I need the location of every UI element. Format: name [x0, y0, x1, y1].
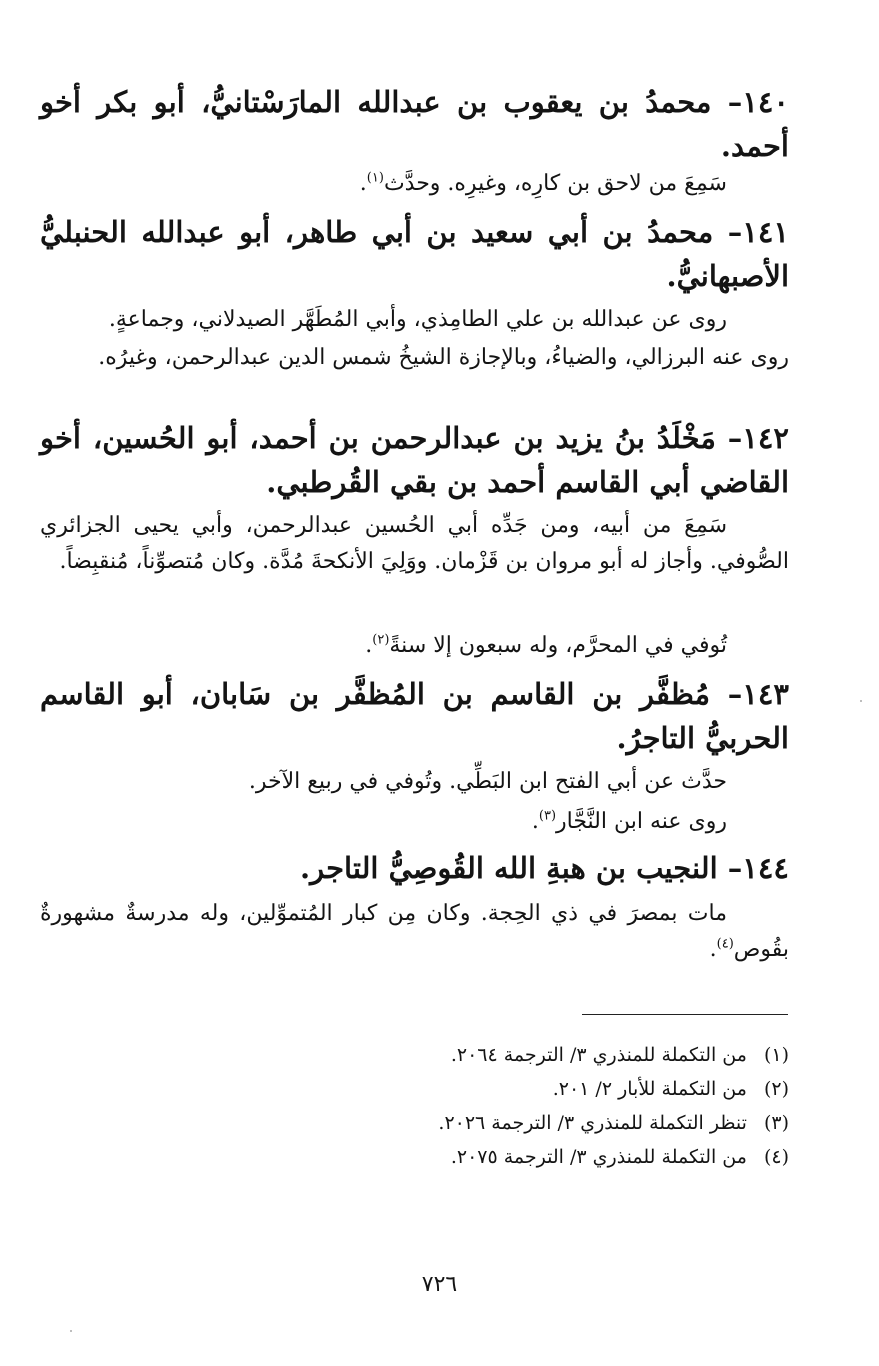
footnote-mark-3: (٣)	[538, 808, 557, 824]
sentence-end: .	[709, 937, 717, 962]
sentence-end: .	[359, 171, 367, 196]
entry-140-text	[40, 166, 789, 202]
text-line: مات بمصرَ في ذي الحِجة. وكان مِن كبار المُتموِّلين، وله مدرسةٌ مشهورةٌ بقُوص	[40, 901, 789, 962]
page-number: ٧٢٦	[421, 1272, 458, 1297]
entry-141-text-1: روى عن عبدالله بن علي الطامِذي، وأبي المُطَهَّر الصيدلاني، وجماعةٍ.	[108, 307, 727, 332]
footnote-number: (٤)	[763, 1146, 789, 1168]
scan-speck	[70, 1330, 72, 1332]
footnote-text: من التكملة للأبار ٢/ ٢٠١.	[552, 1078, 747, 1100]
entry-143-heading: ١٤٣– مُظفَّر بن القاسم بن المُظفَّر بن سَابان، أبو القاسم الحربيُّ التاجرُ.	[40, 677, 789, 755]
footnote-1	[40, 1040, 789, 1070]
footnote-4	[40, 1142, 789, 1172]
entry-141-heading: ١٤١– محمدُ بن أبي سعيد بن أبي طاهر، أبو عبدالله الحنبليُّ الأصبهانيُّ.	[40, 215, 789, 293]
entry-144-heading: ١٤٤– النجيب بن هبةِ الله القُوصِيُّ التاجر.	[299, 851, 789, 885]
entry-140-heading: ١٤٠– محمدُ بن يعقوب بن عبدالله المارَسْتانيُّ، أبو بكر أخو أحمد.	[40, 85, 789, 163]
text-line: تُوفي في المحرَّم، وله سبعون إلا سنةً	[389, 633, 727, 658]
entry-141-text-2: روى عنه البرزالي، والضياءُ، وبالإجازة الشيخُ شمس الدين عبدالرحمن، وغيرُه.	[98, 345, 789, 370]
footnote-text: من التكملة للمنذري ٣/ الترجمة ٢٠٦٤.	[450, 1044, 747, 1066]
entry-142-heading: ١٤٢– مَخْلَدُ بنُ يزيد بن عبدالرحمن بن أحمد، أبو الحُسين، أخو القاضي أبي القاسم أحمد بن بقي القُرطبي.	[40, 421, 789, 499]
footnote-2	[40, 1074, 789, 1104]
footnote-mark-2: (٢)	[372, 632, 390, 648]
footnote-3	[40, 1108, 789, 1138]
footnote-separator	[582, 1014, 788, 1015]
footnote-text: تنظر التكملة للمنذري ٣/ الترجمة ٢٠٢٦.	[438, 1112, 747, 1134]
sentence-end: .	[531, 809, 539, 834]
footnote-number: (٣)	[763, 1112, 789, 1134]
text-line: سَمِعَ من لاحق بن كارِه، وغيرِه. وحدَّث	[383, 171, 727, 196]
sentence-end: .	[365, 633, 373, 658]
footnote-mark-1: (١)	[366, 170, 384, 186]
entry-142-text-1: سَمِعَ من أبيه، ومن جَدِّه أبي الحُسين عبدالرحمن، وأبي يحيى الجزائري الصُّوفي. وأجاز له أبو مروان بن قَزْمان. ووَلِيَ الأنكحةَ مُدَّة. وكان مُتصوِّناً، مُنقبِضاً.	[40, 513, 789, 574]
entry-143-text-1: حدَّث عن أبي الفتح ابن البَطِّي. وتُوفي في ربيع الآخر.	[248, 769, 727, 794]
footnote-mark-4: (٤)	[716, 936, 734, 952]
footnote-number: (١)	[763, 1044, 789, 1066]
text-line: روى عنه ابن النَّجَّار	[556, 809, 727, 834]
entry-143-text-2	[40, 804, 789, 840]
entry-142-text-2	[40, 628, 789, 664]
entry-144-text	[40, 896, 789, 968]
scan-speck	[860, 700, 862, 702]
footnote-text: من التكملة للمنذري ٣/ الترجمة ٢٠٧٥.	[450, 1146, 747, 1168]
footnote-number: (٢)	[763, 1078, 789, 1100]
